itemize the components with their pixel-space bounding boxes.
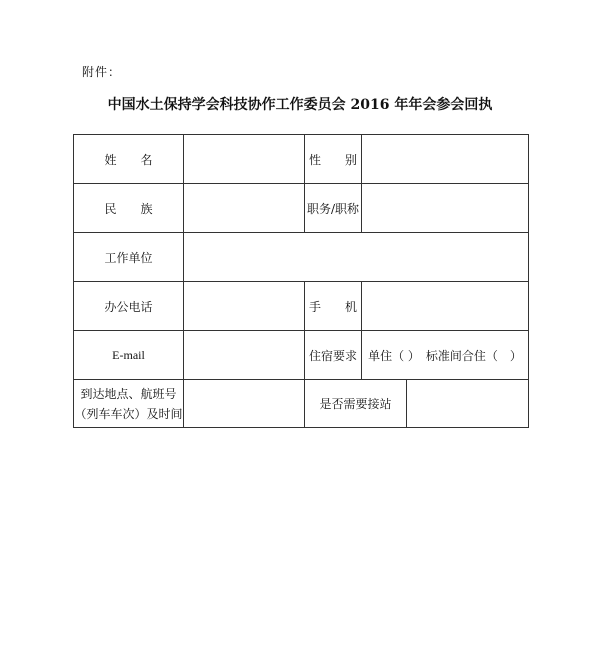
attachment-label: 附件： [82, 65, 122, 79]
accommodation-label: 住宿要求 [305, 331, 362, 380]
workplace-label: 工作单位 [74, 233, 184, 282]
arrival-info-field[interactable] [184, 380, 305, 428]
workplace-field[interactable] [184, 233, 529, 282]
name-label: 姓 名 [74, 135, 184, 184]
accommodation-options[interactable]: 单住（ ） 标准间合住（ ） [362, 331, 529, 380]
email-field[interactable] [184, 331, 305, 380]
ethnicity-label: 民 族 [74, 184, 184, 233]
gender-field[interactable] [362, 135, 529, 184]
position-label: 职务/职称 [305, 184, 362, 233]
document-title: 中国水土保持学会科技协作工作委员会 2016 年年会参会回执 [107, 97, 493, 113]
mobile-label: 手 机 [305, 282, 362, 331]
office-phone-field[interactable] [184, 282, 305, 331]
arrival-info-line2: （列车车次）及时间 [74, 406, 183, 421]
gender-label: 性 别 [305, 135, 362, 184]
email-label: E-mail [74, 331, 184, 380]
registration-form-table [73, 134, 529, 428]
pickup-field[interactable] [407, 380, 529, 428]
name-field[interactable] [184, 135, 305, 184]
arrival-info-line1: 到达地点、航班号 [80, 386, 177, 401]
arrival-info-label [74, 380, 184, 428]
office-phone-label: 办公电话 [74, 282, 184, 331]
ethnicity-field[interactable] [184, 184, 305, 233]
mobile-field[interactable] [362, 282, 529, 331]
pickup-label: 是否需要接站 [305, 380, 407, 428]
position-field[interactable] [362, 184, 529, 233]
